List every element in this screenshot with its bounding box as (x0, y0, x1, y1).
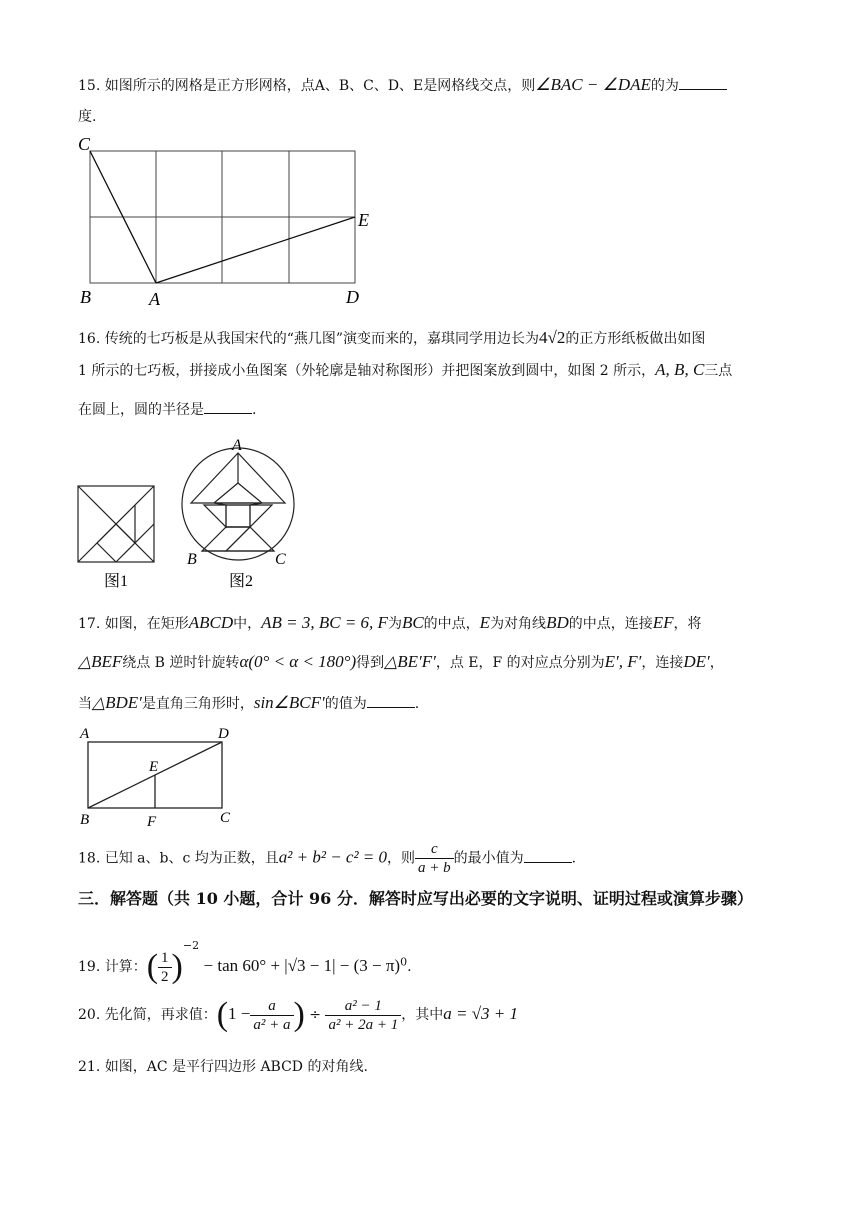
q16-text-a: 传统的七巧板是从我国宋代的“燕几图”演变而来的，嘉琪同学用边长为 (104, 331, 540, 347)
q15-grid-figure (74, 134, 374, 310)
rect-label-a: A (80, 726, 90, 742)
q17-tri: △BEF (78, 652, 123, 671)
q17-t10: ，点 E，F 的对应点分别为 (435, 655, 605, 671)
q17-t12: ， (709, 655, 724, 671)
label-a: A (149, 289, 160, 309)
q17-line3: 当△BDE′是直角三角形时，sin∠BCF′的值为 . (78, 693, 420, 712)
q16-line1 (78, 327, 784, 350)
q17-tri3: △BDE′ (92, 693, 142, 712)
q19-half-den: 2 (161, 968, 169, 985)
tangram-square (78, 486, 154, 562)
q20-f2-den: a² + 2a + 1 (328, 1016, 399, 1033)
q18-lead: 已知 a、b、c 均为正数，且 (104, 850, 279, 867)
fig2-caption: 图2 (229, 573, 254, 590)
rect-label-f: F (147, 814, 157, 828)
q21-number: 21. (78, 1059, 101, 1075)
q21-text: 如图，AC 是平行四边形 ABCD 的对角线. (104, 1059, 368, 1075)
q18-mid: ，则 (387, 850, 416, 867)
q20-divide: ÷ (309, 1007, 322, 1023)
q20-fraction-2 (325, 997, 401, 1034)
tangram-fish-circle (182, 448, 294, 560)
rect-label-e: E (149, 759, 159, 775)
q17-number: 17. (78, 616, 101, 632)
q17-t1: 如图，在矩形 (104, 616, 189, 632)
q15-line1 (78, 74, 784, 97)
q19-end: . (407, 959, 412, 975)
q18-number: 18. (78, 850, 101, 867)
q15-tail: 的为 (650, 78, 679, 94)
q16-text-e: 在圆上，圆的半径是 (78, 402, 204, 418)
q16-line2 (78, 359, 784, 382)
q17-bd: BD (546, 613, 569, 632)
q15-number: 15. (78, 78, 101, 94)
q17-t5: 为对角线 (490, 616, 547, 632)
q20-number: 20. (78, 1007, 101, 1023)
q17-pts: E′, F′ (604, 652, 642, 671)
q17-de: DE′ (683, 652, 710, 671)
fish-label-b: B (187, 551, 197, 568)
q20-mid: ，其中 (401, 1007, 444, 1023)
q17-line2 (78, 651, 784, 674)
q15-lead: 如图所示的网格是正方形网格，点A、B、C、D、E是网格线交点，则 (104, 78, 536, 94)
q20-line: 20. 先化简，再求值：(1 − $\frac{a}{\text{a² + a}}$ ) ÷ $\frac{\text{a² − 1}}{\text{a² + 2a + 1}}$ ，其中a = √3 + 1 (78, 996, 519, 1033)
q16-number: 16. (78, 331, 101, 347)
fish-label-c: C (275, 551, 286, 568)
q17-ef: EF (652, 613, 674, 632)
q17-line1 (78, 612, 784, 635)
q18-answer-blank (524, 850, 572, 863)
fish-label-a: A (232, 437, 242, 454)
q15-expression: ∠BAC − ∠DAE (535, 75, 651, 94)
q17-t3: 为 (387, 616, 402, 632)
q19-exponent-zero: 0 (400, 955, 408, 969)
q19-exponent: −2 (182, 939, 200, 952)
q20-lead: 先化简，再求值： (104, 1007, 217, 1023)
fig1-caption: 图1 (104, 573, 129, 590)
q20-f1-den: a² + a (253, 1016, 291, 1033)
q19-line: 19. 计算：( $\frac{1}{2}$ )$^{-2} - \tan 60^\circ + |√3 - 1| - (3 - \pi)^0$. (78, 939, 412, 985)
q15-line2: 度. (78, 109, 97, 125)
q21-line (78, 1056, 784, 1078)
q18-line: 18. 已知 a、b、c 均为正数，且a² + b² − c² = 0，则 $\frac{c}{a + b}$ 的最小值为 . (78, 841, 577, 876)
q15-answer-blank (679, 77, 727, 90)
q17-cond: AB = 3, BC = 6, F (261, 613, 388, 632)
q15-grid-lines (90, 151, 355, 283)
q17-t13: 当 (78, 696, 92, 712)
rect-label-c: C (220, 810, 231, 826)
rect-label-d: D (218, 726, 229, 742)
q20-one: 1 − (228, 1004, 251, 1023)
q17-t6: 的中点，连接 (568, 616, 653, 632)
q18-fraction (415, 840, 454, 877)
q16-line3: 在圆上，圆的半径是 . (78, 402, 257, 418)
q17-sin: sin∠BCF′ (253, 693, 325, 712)
q19-number: 19. (78, 959, 101, 975)
label-d: D (346, 287, 359, 307)
q18-equation: a² + b² − c² = 0 (278, 847, 388, 867)
q20-f2-num: a² − 1 (325, 997, 401, 1016)
q17-rect: ABCD (188, 613, 234, 632)
q18-frac-den: a + b (418, 860, 451, 876)
q17-t4: 的中点， (423, 616, 480, 632)
q17-tri2: △BE′F′ (384, 652, 436, 671)
q17-t9: 得到 (356, 655, 385, 671)
q19-half (158, 949, 172, 986)
q17-t7: ，将 (673, 616, 702, 632)
q16-text-c: 1 所示的七巧板，拼接成小鱼图案（外轮廓是轴对称图形）并把图案放到圆中，如图 2 所示， (78, 363, 656, 379)
q17-t11: ，连接 (641, 655, 684, 671)
q20-f1-num: a (250, 997, 293, 1016)
q17-e: E (479, 613, 491, 632)
label-c: C (78, 134, 91, 154)
label-b: B (80, 287, 91, 307)
section-title: 三．解答题（共 10 小题，合计 96 分．解答时应写出必要的文字说明、证明过程或演算步骤） (78, 889, 753, 908)
q20-fraction-1 (250, 997, 293, 1034)
q19-half-num: 1 (158, 949, 172, 968)
q17-t2: 中， (233, 616, 262, 632)
q17-rectangle-figure (74, 722, 244, 828)
q16-side-length: 4√2 (539, 328, 566, 347)
q16-points: A, B, C (655, 360, 705, 379)
q17-answer-blank (367, 695, 415, 708)
q18-tail: 的最小值为 (453, 850, 524, 867)
rect-label-b: B (80, 812, 90, 828)
q20-value: a = √3 + 1 (443, 1004, 519, 1023)
q17-t15: 的值为 (324, 696, 367, 712)
q17-bc: BC (401, 613, 424, 632)
q17-t8: 绕点 B 逆时针旋转 (122, 655, 240, 671)
q16-text-d: 三点 (704, 363, 733, 379)
q18-frac-num: c (415, 840, 454, 859)
label-e: E (358, 210, 369, 230)
q19-expression: − tan 60° + |√3 − 1| − (3 − π) (203, 956, 401, 975)
q16-tangram-figures (74, 436, 310, 596)
q17-alpha: α(0° < α < 180°) (239, 652, 357, 671)
q19-lead: 计算： (104, 959, 147, 975)
q16-text-b: 的正方形纸板做出如图 (565, 331, 706, 347)
q16-answer-blank (204, 401, 252, 414)
q17-t14: 是直角三角形时， (141, 696, 254, 712)
segment-ae (156, 217, 355, 283)
